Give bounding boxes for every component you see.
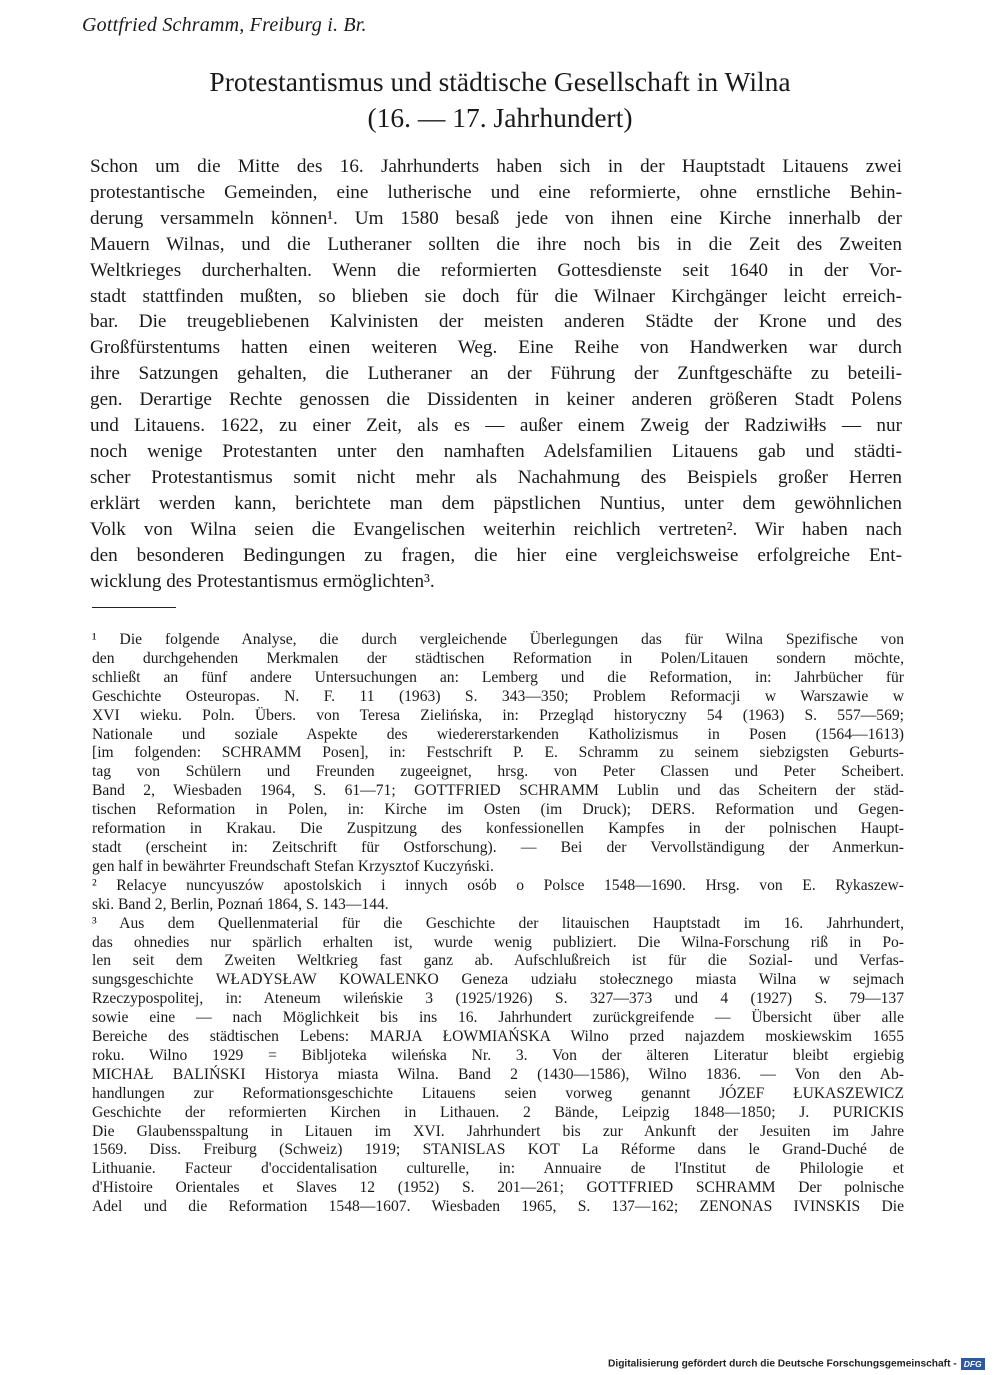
body-line: protestantische Gemeinden, eine lutherische und eine reformierte, ohne ernstliche Behin-	[90, 181, 902, 203]
footnote-line: Bereiche des städtischen Lebens: MARJA ŁOWMIAŃSKA Wilno przed najazdem moskiewskim 1655	[92, 1028, 904, 1046]
footnote-line: 1569. Diss. Freiburg (Schweiz) 1919; STANISLAS KOT La Réforme dans le Grand-Duché de	[92, 1141, 904, 1159]
footnote-line: ² Relacye nuncyuszów apostolskich i innych osób o Polsce 1548—1690. Hrsg. von E. Rykaszew-	[92, 876, 904, 894]
footnote-line: d'Histoire Orientales et Slaves 12 (1952) S. 201—261; GOTTFRIED SCHRAMM Der polnische	[92, 1179, 904, 1197]
body-line: Großfürstentums hatten einen weiteren Weg. Eine Reihe von Handwerken war durch	[90, 337, 902, 359]
footnote-line: Lithuanie. Facteur d'occidentalisation culturelle, in: Annuaire de l'Institut de Philologie et	[92, 1160, 904, 1178]
body-line: Mauern Wilnas, und die Lutheraner sollten die ihre noch bis in die Zeit des Zweiten	[90, 233, 902, 255]
body-text	[90, 154, 902, 594]
footnote-line: MICHAŁ BALIŃSKI Historya miasta Wilna. Band 2 (1430—1586), Wilno 1836. — Von den Ab-	[92, 1065, 904, 1083]
footnote-line: ski. Band 2, Berlin, Poznań 1864, S. 143—144.	[92, 895, 389, 913]
dfg-logo: DFG	[961, 1358, 985, 1370]
body-line: ihre Satzungen gehalten, die Lutheraner an der Führung der Zunftgeschäfte zu beteili-	[90, 363, 902, 385]
author-line: Gottfried Schramm, Freiburg i. Br.	[82, 14, 367, 36]
body-line: und Litauens. 1622, zu einer Zeit, als es — außer einem Zweig der Radziwiłłs — nur	[90, 415, 902, 437]
article-subtitle: (16. — 17. Jahrhundert)	[367, 102, 633, 133]
body-line: Volk von Wilna seien die Evangelischen weiterhin reichlich vertreten². Wir haben nach	[90, 518, 902, 540]
footnote-line: stadt (erscheint in: Zeitschrift für Ostforschung). — Bei der Vervollständigung der Anmerkun-	[92, 838, 904, 856]
footnote-line: Die Glaubensspaltung in Litauen im XVI. Jahrhundert bis zur Ankunft der Jesuiten im Jahre	[92, 1122, 904, 1140]
body-line: stadt stattfinden mußten, so blieben sie doch für die Wilnaer Kirchgänger leicht erreich-	[90, 285, 902, 307]
footnote-line: den durchgehenden Merkmalen der städtischen Reformation in Polen/Litauen sondern möchte,	[92, 649, 904, 667]
footnote-line: gen half in bewährter Freundschaft Stefan Krzysztof Kuczyński.	[92, 857, 494, 875]
footnote-line: Geschichte Osteuropas. N. F. 11 (1963) S. 343—350; Problem Reformacji w Warszawie w	[92, 687, 904, 705]
footnote-line: Rzeczypospolitej, in: Ateneum wileńskie 3 (1925/1926) S. 327—373 und 4 (1927) S. 79—137	[92, 990, 904, 1008]
body-line: den besonderen Bedingungen zu fragen, die hier eine vergleichsweise erfolgreiche Ent-	[90, 544, 902, 566]
footnotes	[92, 631, 904, 1217]
footnote-line: sowie eine — nach Möglichkeit bis ins 16. Jahrhundert zurückgreifende — Übersicht über alle	[92, 1009, 904, 1027]
body-line: Schon um die Mitte des 16. Jahrhunderts haben sich in der Hauptstadt Litauens zwei	[90, 156, 902, 177]
body-line: Weltkrieges durcherhalten. Wenn die reformierten Gottesdienste seit 1640 in der Vor-	[90, 259, 902, 281]
body-line: scher Protestantismus somit nicht mehr als Nachahmung des Beispiels großer Herren	[90, 466, 902, 488]
body-line: gen. Derartige Rechte genossen die Dissidenten in keiner anderen größeren Stadt Polens	[90, 389, 902, 411]
footnote-line: handlungen zur Reformationsgeschichte Litauens seien vorweg genannt JÓZEF ŁUKASZEWICZ	[92, 1084, 904, 1102]
body-line: noch wenige Protestanten unter den namhaften Adelsfamilien Litauens gab und städti-	[90, 440, 902, 462]
footnote-line: ³ Aus dem Quellenmaterial für die Geschichte der litauischen Hauptstadt im 16. Jahrhundert,	[92, 914, 904, 932]
footnote-line: Adel und die Reformation 1548—1607. Wiesbaden 1965, S. 137—162; ZENONAS IVINSKIS Die	[92, 1198, 904, 1216]
credit-text: Digitalisierung gefördert durch die Deutsche Forschungsgemeinschaft -	[608, 1358, 957, 1370]
footnote-line: sungsgeschichte WŁADYSŁAW KOWALENKO Geneza udziału stołecznego miasta Wilna w sejmach	[92, 971, 904, 989]
digitization-credit	[608, 1358, 993, 1372]
body-line: bar. Die treugebliebenen Kalvinisten der meisten anderen Städte der Krone und des	[90, 311, 902, 333]
footnote-line: len seit dem Zweiten Weltkrieg fast ganz ab. Aufschlußreich ist für die Sozial- und Verfas-	[92, 952, 904, 970]
footnote-line: schließt an fünf andere Untersuchungen an: Lemberg und die Reformation, in: Jahrbücher für	[92, 668, 904, 686]
footnote-line: [im folgenden: SCHRAMM Posen], in: Festschrift P. E. Schramm zu seinem siebzigsten Geburts-	[92, 744, 904, 762]
footnote-line: tag von Schülern und Freunden zugeeignet, hrsg. von Peter Classen und Peter Scheibert.	[92, 763, 904, 781]
footnote-line: Band 2, Wiesbaden 1964, S. 61—71; GOTTFRIED SCHRAMM Lublin und das Scheitern der städ-	[92, 782, 904, 800]
footnote-line: XVI wieku. Poln. Übers. von Teresa Zielińska, in: Przegląd historyczny 54 (1963) S. 557—569;	[92, 706, 904, 724]
footnote-separator	[92, 607, 176, 608]
footnote-line: tischen Reformation in Polen, in: Kirche im Osten (im Druck); DERS. Reformation und Gegen-	[92, 801, 904, 819]
body-line: wicklung des Protestantismus ermöglichten³.	[90, 570, 435, 592]
body-line: erklärt werden kann, berichtete man dem päpstlichen Nuntius, unter dem gewöhnlichen	[90, 492, 902, 514]
footnote-line: das ohnedies nur spärlich erhalten ist, wurde wenig publiziert. Die Wilna-Forschung riß in Po-	[92, 933, 904, 951]
article-title: Protestantismus und städtische Gesellschaft in Wilna	[209, 66, 791, 97]
footnote-line: roku. Wilno 1929 = Bibljoteka wileńska Nr. 3. Von der älteren Literatur bleibt ergiebig	[92, 1046, 904, 1064]
body-line: derung versammeln können¹. Um 1580 besaß jede von ihnen eine Kirche innerhalb der	[90, 207, 902, 229]
footnote-line: ¹ Die folgende Analyse, die durch vergleichende Überlegungen das für Wilna Spezifische von	[92, 631, 904, 648]
footnote-line: Geschichte der reformierten Kirchen in Lithauen. 2 Bände, Leipzig 1848—1850; J. PURICKIS	[92, 1103, 904, 1121]
footnote-line: Nationale und soziale Aspekte des wiedererstarkenden Katholizismus in Posen (1564—1613)	[92, 725, 904, 743]
footnote-line: reformation in Krakau. Die Zuspitzung des konfessionellen Kampfes in der polnischen Haupt-	[92, 820, 904, 838]
